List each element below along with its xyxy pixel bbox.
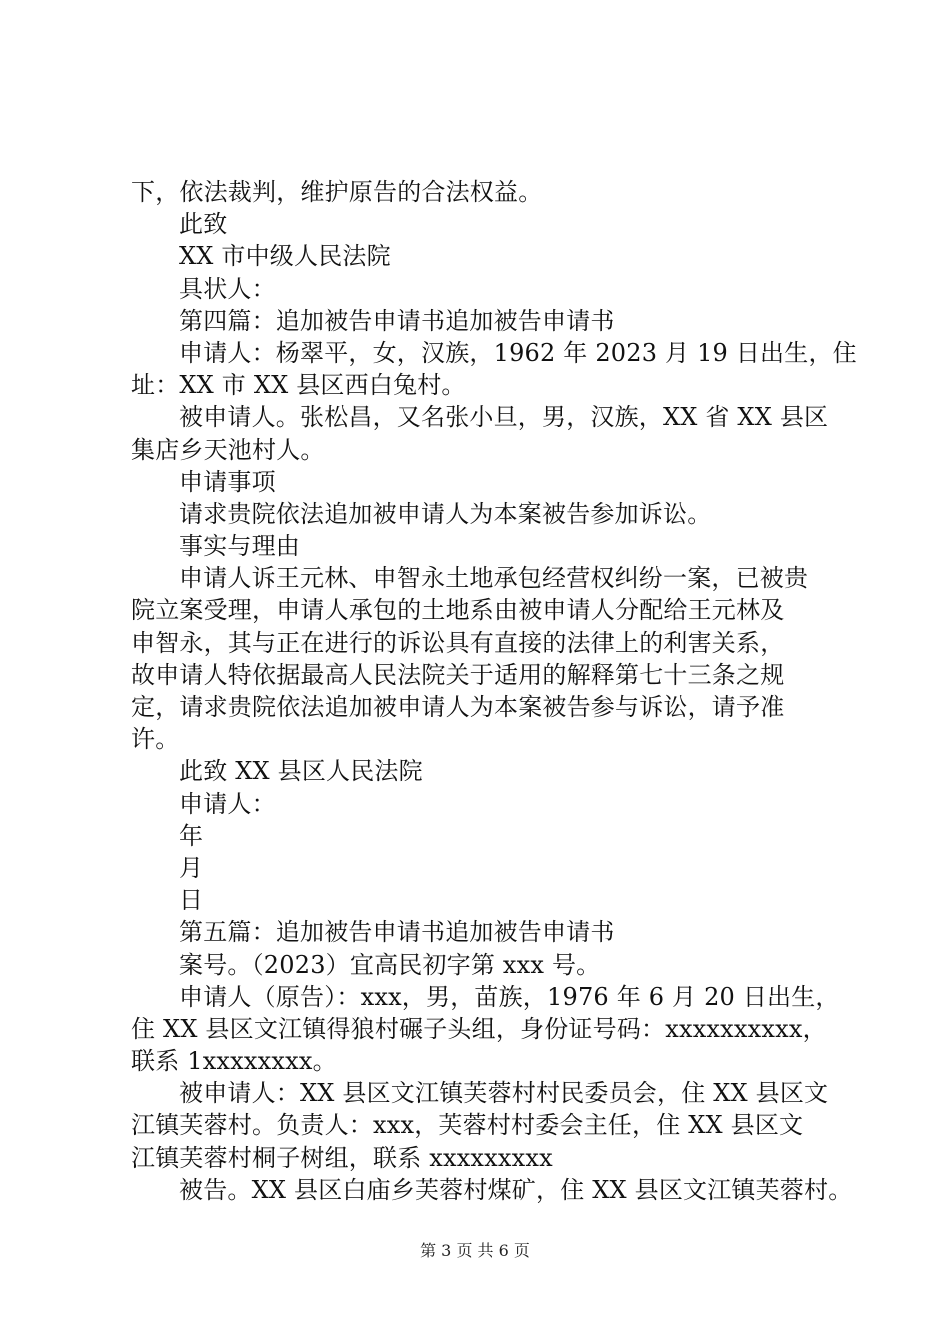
section-heading-five: 第五篇：追加被告申请书追加被告申请书 (179, 918, 615, 947)
plaintiff-signature-line: 具状人： (179, 274, 276, 303)
date-year-line: 年 (179, 821, 204, 850)
respondent-info-line: 被申请人。张松昌，又名张小旦，男，汉族，XX 省 XX 县区 (179, 403, 829, 432)
applicant-address-line: 址：XX 市 XX 县区西白兔村。 (131, 371, 466, 400)
facts-paragraph-line: 院立案受理，申请人承包的土地系由被申请人分配给王元林及 (131, 596, 785, 625)
plaintiff-info-line: 申请人（原告）：xxx，男，苗族，1976 年 6 月 20 日出生， (179, 982, 840, 1011)
defendant-info-line: 被告。XX 县区白庙乡芙蓉村煤矿，住 XX 县区文江镇芙蓉村。 (179, 1175, 853, 1204)
facts-heading: 事实与理由 (179, 532, 300, 561)
date-month-line: 月 (179, 853, 204, 882)
respondent-contact-line: 江镇芙蓉村桐子树组，联系 xxxxxxxxx (131, 1143, 553, 1172)
plaintiff-address-line: 住 XX 县区文江镇得狼村碾子头组，身份证号码：xxxxxxxxxx， (131, 1014, 827, 1043)
respondent-committee-line: 被申请人：XX 县区文江镇芙蓉村村民委员会，住 XX 县区文 (179, 1079, 829, 1108)
section-heading-four: 第四篇：追加被告申请书追加被告申请书 (179, 306, 615, 335)
page-number-footer: 第 3 页 共 6 页 (420, 1241, 530, 1260)
salutation-line: 此致 (179, 210, 228, 239)
facts-paragraph-line: 许。 (131, 725, 180, 754)
case-number-line: 案号。（2023）宜高民初字第 xxx 号。 (179, 950, 601, 979)
facts-paragraph-line: 申智永，其与正在进行的诉讼具有直接的法律上的利害关系， (131, 628, 785, 657)
applicant-info-line: 申请人：杨翠平，女，汉族，1962 年 2023 月 19 日出生，住 (179, 338, 857, 367)
salutation-court-line: 此致 XX 县区人民法院 (179, 757, 423, 786)
text-line-continuation: 下，依法裁判，维护原告的合法权益。 (131, 178, 543, 206)
respondent-address-line: 集店乡天池村人。 (131, 435, 325, 464)
document-body (131, 176, 857, 1206)
request-heading: 申请事项 (179, 467, 276, 496)
plaintiff-contact-line: 联系 1xxxxxxxx。 (131, 1047, 337, 1076)
respondent-committee-line: 江镇芙蓉村。负责人：xxx，芙蓉村村委会主任，住 XX 县区文 (131, 1111, 804, 1140)
facts-paragraph-line: 定，请求贵院依法追加被申请人为本案被告参与诉讼，请予准 (131, 693, 785, 721)
date-day-line: 日 (179, 886, 204, 915)
facts-paragraph-line: 故申请人特依据最高人民法院关于适用的解释第七十三条之规 (131, 660, 785, 689)
applicant-signature-line: 申请人： (179, 789, 276, 818)
facts-paragraph-line: 申请人诉王元林、申智永土地承包经营权纠纷一案，已被贵 (179, 564, 809, 593)
court-name-line: XX 市中级人民法院 (179, 242, 391, 271)
request-content-line: 请求贵院依法追加被申请人为本案被告参加诉讼。 (179, 499, 712, 528)
